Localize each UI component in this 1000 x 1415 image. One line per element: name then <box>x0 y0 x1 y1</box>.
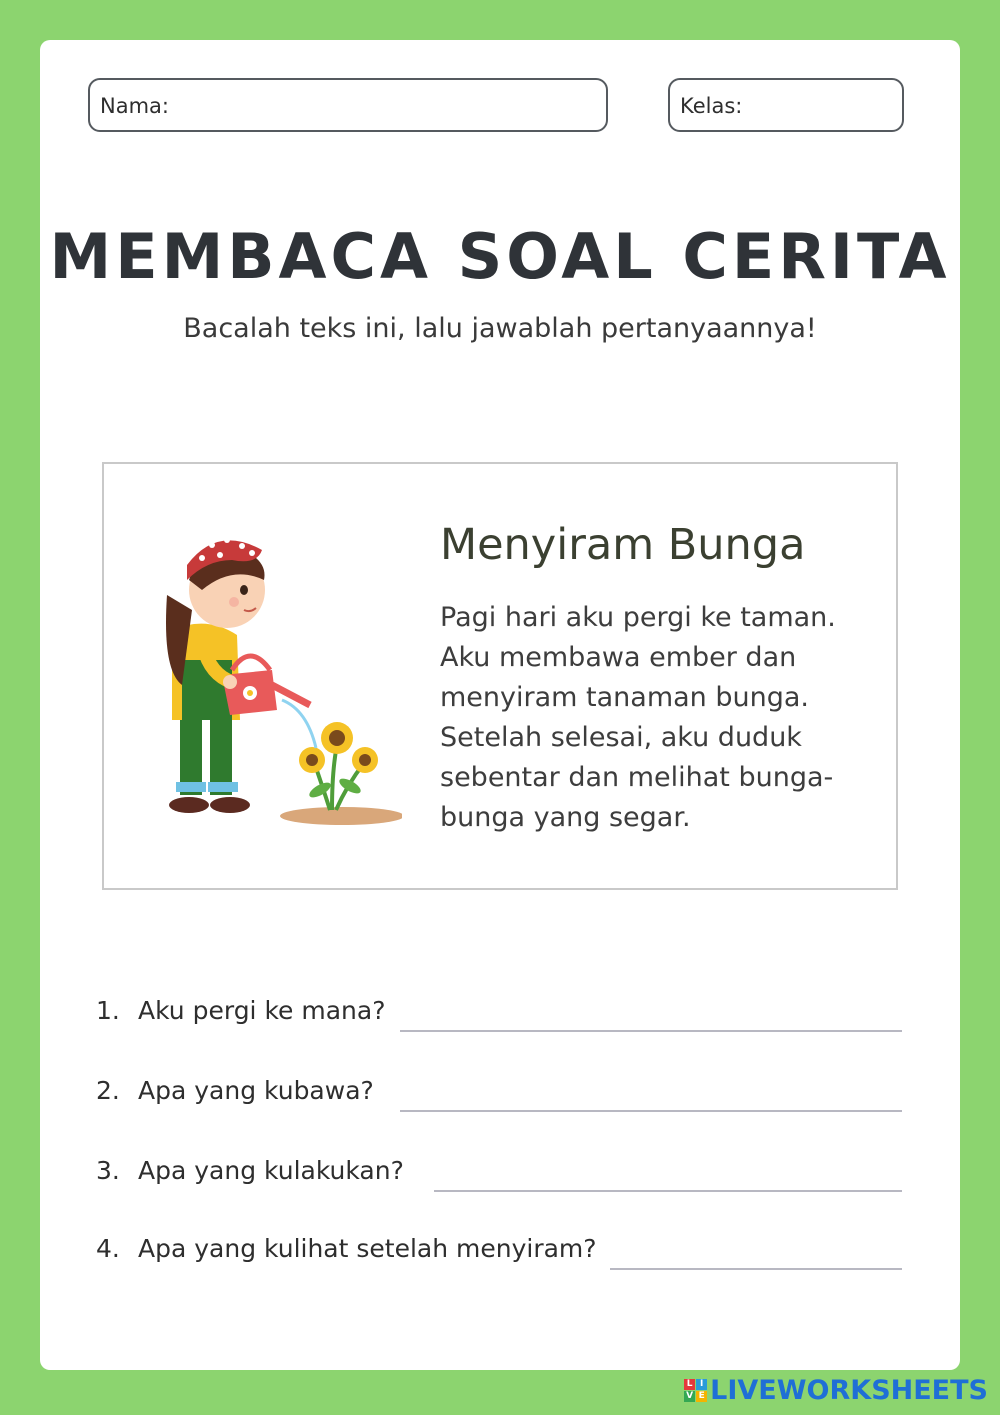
story-line: Pagi hari aku pergi ke taman. <box>440 602 836 633</box>
question-text: Aku pergi ke mana? <box>138 996 386 1025</box>
question-1 <box>96 992 902 1032</box>
story-line: Aku membawa ember dan <box>440 642 797 673</box>
brand-name: LIVEWORKSHEETS <box>710 1374 988 1406</box>
story-text <box>440 598 870 838</box>
answer-input-3[interactable] <box>434 1156 902 1192</box>
question-2 <box>96 1072 902 1112</box>
question-number: 1. <box>96 996 120 1025</box>
class-field[interactable] <box>668 78 904 132</box>
story-line: sebentar dan melihat bunga- <box>440 762 834 793</box>
question-number: 4. <box>96 1234 120 1263</box>
name-label: Nama: <box>100 94 169 118</box>
story-line: menyiram tanaman bunga. <box>440 682 809 713</box>
story-line: bunga yang segar. <box>440 802 691 833</box>
logo-letter-i: I <box>696 1379 707 1390</box>
logo-letter-e: E <box>696 1391 707 1402</box>
liveworksheets-logo-icon <box>684 1379 707 1402</box>
story-title: Menyiram Bunga <box>440 520 806 570</box>
story-box <box>102 462 898 890</box>
class-input[interactable] <box>755 88 892 124</box>
answer-input-2[interactable] <box>400 1076 902 1112</box>
page-subtitle: Bacalah teks ini, lalu jawablah pertanyaannya! <box>183 313 817 344</box>
story-line: Setelah selesai, aku duduk <box>440 722 802 753</box>
question-text: Apa yang kulihat setelah menyiram? <box>138 1234 597 1263</box>
answer-input-4[interactable] <box>610 1234 902 1270</box>
question-text: Apa yang kulakukan? <box>138 1156 404 1185</box>
worksheet-page <box>40 40 960 1370</box>
logo-letter-v: V <box>684 1391 695 1402</box>
liveworksheets-brand[interactable] <box>684 1373 988 1407</box>
logo-letter-l: L <box>684 1379 695 1390</box>
question-text: Apa yang kubawa? <box>138 1076 374 1105</box>
answer-input-1[interactable] <box>400 996 902 1032</box>
class-label: Kelas: <box>680 94 743 118</box>
question-4 <box>96 1230 902 1270</box>
question-3 <box>96 1152 902 1192</box>
name-field[interactable] <box>88 78 608 132</box>
girl-watering-flowers-illustration <box>132 520 402 830</box>
page-title: MEMBACA SOAL CERITA <box>49 220 951 293</box>
question-number: 3. <box>96 1156 120 1185</box>
name-input[interactable] <box>180 88 596 124</box>
question-number: 2. <box>96 1076 120 1105</box>
